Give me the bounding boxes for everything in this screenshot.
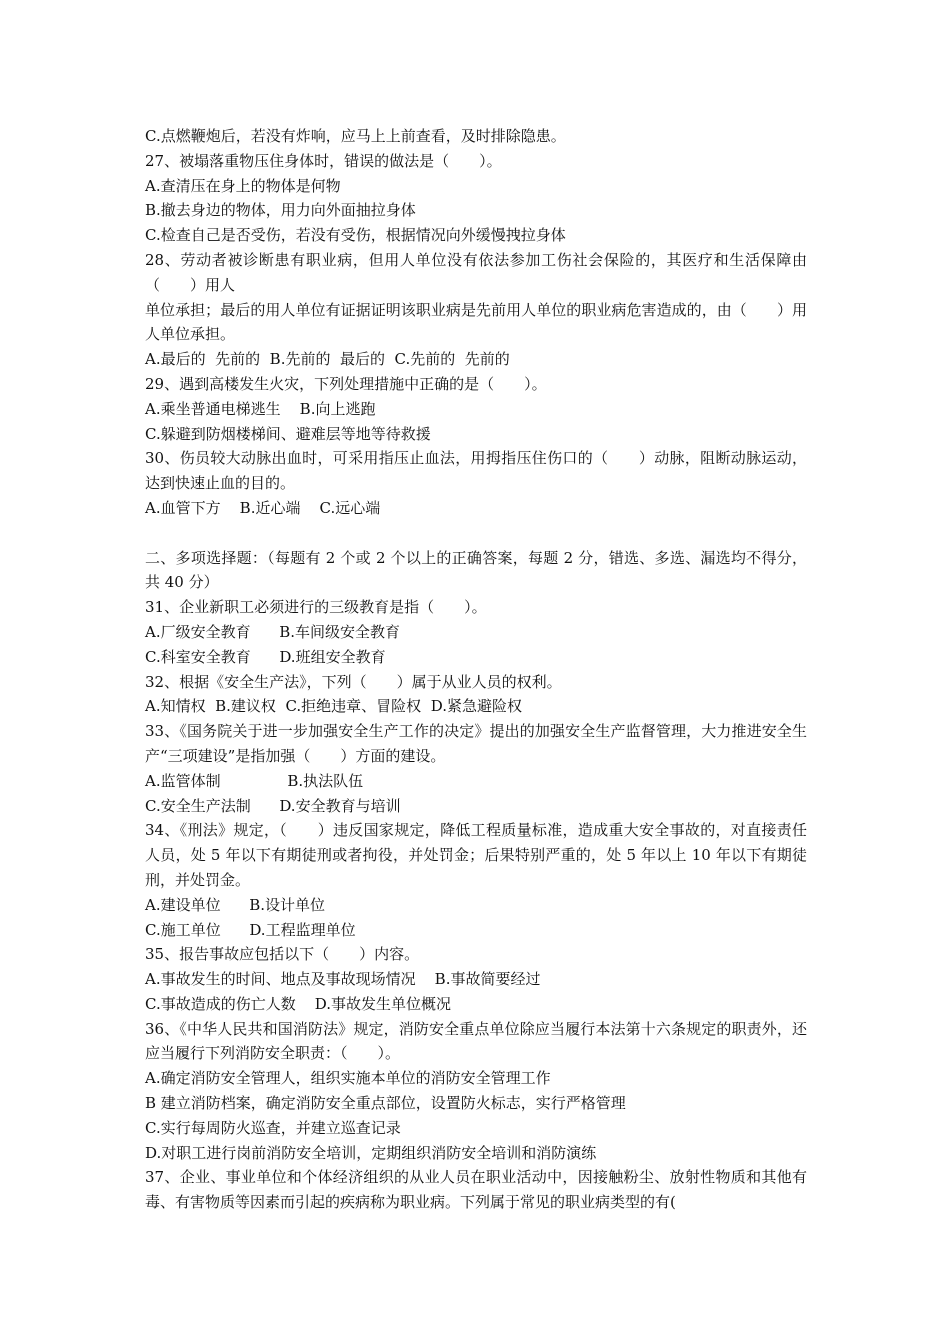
option-text: C.躲避到防烟楼梯间、避难层等地等待救援 — [145, 424, 431, 443]
option-text: C.检查自己是否受伤，若没有受伤，根据情况向外缓慢拽拉身体 — [145, 226, 566, 245]
question-37: 37、企业、事业单位和个体经济组织的从业人员在职业活动中，因接触粉尘、放射性物质和其他有毒、有害物质等因素而引起的疾病称为职业病。下列属于常见的职业病类型的有( — [145, 1168, 807, 1212]
question-30: 30、伤员较大动脉出血时，可采用指压止血法，用拇指压住伤口的（ ）动脉，阻断动脉运动，达到快速止血的目的。 — [145, 449, 807, 493]
option-text: A.事故发生的时间、地点及事故现场情况 B.事故简要经过 — [145, 970, 541, 989]
option-text: A.知情权 B.建议权 C.拒绝违章、冒险权 D.紧急避险权 — [145, 697, 522, 716]
option-text: A.厂级安全教育 B.车间级安全教育 — [145, 622, 401, 641]
option-text: C.施工单位 D.工程监理单位 — [145, 920, 356, 939]
question-31: 31、企业新职工必须进行的三级教育是指（ ）。 — [145, 598, 487, 617]
option-text: B.撤去身边的物体，用力向外面抽拉身体 — [145, 201, 416, 220]
option-text: A.监管体制 B.执法队伍 — [145, 771, 364, 790]
question-29: 29、遇到高楼发生火灾，下列处理措施中正确的是（ ）。 — [145, 374, 547, 393]
question-33: 33、《国务院关于进一步加强安全生产工作的决定》提出的加强安全生产监督管理，大力推进安全生产“三项建设”是指加强（ ）方面的建设。 — [145, 722, 807, 765]
option-text: D.对职工进行岗前消防安全培训，定期组织消防安全培训和消防演练 — [145, 1143, 597, 1162]
option-text: A.建设单位 B.设计单位 — [145, 895, 326, 914]
option-text: A.乘坐普通电梯逃生 B.向上逃跑 — [145, 399, 376, 418]
option-text: A.确定消防安全管理人，组织实施本单位的消防安全管理工作 — [145, 1069, 551, 1088]
option-text: B 建立消防档案，确定消防安全重点部位，设置防火标志，实行严格管理 — [145, 1094, 626, 1113]
option-text: A.最后的 先前的 B.先前的 最后的 C.先前的 先前的 — [145, 350, 510, 369]
question-34: 34、《刑法》规定，（ ）违反国家规定，降低工程质量标准，造成重大安全事故的，对直接责任人员，处 5 年以下有期徒刑或者拘役，并处罚金；后果特别严重的，处 5 年以上 10 年以下有期徒刑，并处罚金。 — [145, 821, 807, 889]
question-36: 36、《中华人民共和国消防法》规定，消防安全重点单位除应当履行本法第十六条规定的职责外，还应当履行下列消防安全职责：（ ）。 — [145, 1019, 807, 1063]
question-35: 35、报告事故应包括以下（ ）内容。 — [145, 945, 420, 964]
question-32: 32、根据《安全生产法》，下列（ ）属于从业人员的权利。 — [145, 672, 562, 691]
option-text: C.实行每周防火巡查，并建立巡查记录 — [145, 1118, 401, 1137]
option-text: C.点燃鞭炮后，若没有炸响，应马上上前查看，及时排除隐患。 — [145, 127, 566, 145]
option-text: C.事故造成的伤亡人数 D.事故发生单位概况 — [145, 994, 452, 1013]
question-28: 28、劳动者被诊断患有职业病，但用人单位没有依法参加工伤社会保险的，其医疗和生活保障由（ ）用人 — [145, 250, 807, 294]
question-27: 27、被塌落重物压住身体时，错误的做法是（ ）。 — [145, 151, 502, 170]
question-28-cont: 单位承担；最后的用人单位有证据证明该职业病是先前用人单位的职业病危害造成的，由（ ）用人单位承担。 — [145, 300, 807, 344]
document-body — [145, 124, 807, 1215]
option-text: C.科室安全教育 D.班组安全教育 — [145, 647, 386, 666]
section-heading: 二、多项选择题：（每题有 2 个或 2 个以上的正确答案，每题 2 分，错选、多选、漏选均不得分，共 40 分） — [145, 548, 807, 592]
blank-line — [145, 521, 807, 546]
option-text: A.血管下方 B.近心端 C.远心端 — [145, 498, 381, 517]
option-text: A.查清压在身上的物体是何物 — [145, 176, 341, 195]
option-text: C.安全生产法制 D.安全教育与培训 — [145, 796, 401, 815]
